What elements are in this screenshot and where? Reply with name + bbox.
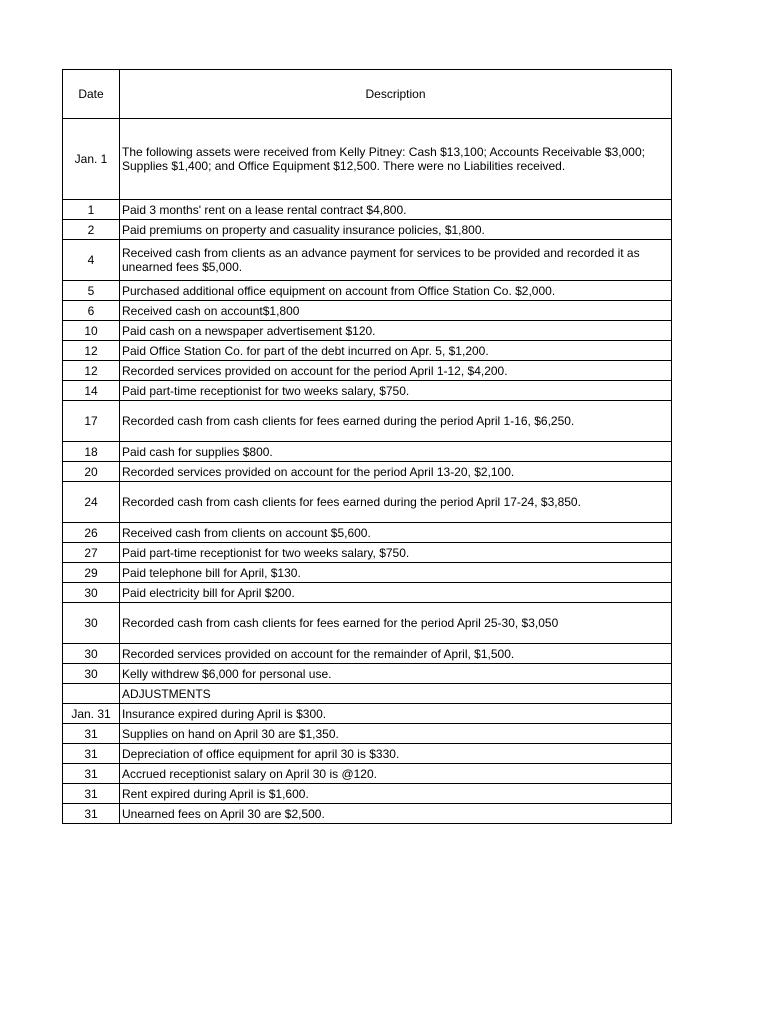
date-cell: 12	[63, 361, 120, 381]
table-row	[63, 462, 672, 482]
table-row	[63, 401, 672, 442]
description-cell: Paid part-time receptionist for two weeks salary, $750.	[120, 381, 672, 401]
description-cell: The following assets were received from Kelly Pitney: Cash $13,100; Accounts Receivable $3,000; Supplies $1,400; and Office Equipment $12,500. There were no Liabilities received.	[120, 119, 672, 200]
date-cell: 30	[63, 603, 120, 644]
description-cell: Paid telephone bill for April, $130.	[120, 563, 672, 583]
description-cell: Paid 3 months' rent on a lease rental contract $4,800.	[120, 200, 672, 220]
table-row	[63, 583, 672, 603]
table-row	[63, 220, 672, 240]
date-cell: 6	[63, 301, 120, 321]
date-cell: 30	[63, 644, 120, 664]
table-row	[63, 764, 672, 784]
description-cell: Recorded services provided on account for the period April 13-20, $2,100.	[120, 462, 672, 482]
date-cell: 31	[63, 804, 120, 824]
table-row	[63, 704, 672, 724]
header-row	[63, 70, 672, 119]
description-cell: Recorded cash from cash clients for fees earned during the period April 1-16, $6,250.	[120, 401, 672, 442]
date-cell: 31	[63, 784, 120, 804]
table-row	[63, 724, 672, 744]
date-cell: 29	[63, 563, 120, 583]
description-cell: Paid Office Station Co. for part of the debt incurred on Apr. 5, $1,200.	[120, 341, 672, 361]
table-header	[63, 70, 672, 119]
table-row	[63, 664, 672, 684]
date-cell: Jan. 31	[63, 704, 120, 724]
date-cell: Jan. 1	[63, 119, 120, 200]
table-row	[63, 523, 672, 543]
date-cell: 30	[63, 664, 120, 684]
description-cell: ADJUSTMENTS	[120, 684, 672, 704]
table-row	[63, 341, 672, 361]
table-row	[63, 543, 672, 563]
description-cell: Insurance expired during April is $300.	[120, 704, 672, 724]
table-row	[63, 381, 672, 401]
journal-table	[62, 69, 672, 824]
date-cell: 14	[63, 381, 120, 401]
date-cell: 31	[63, 744, 120, 764]
description-cell: Kelly withdrew $6,000 for personal use.	[120, 664, 672, 684]
description-cell: Recorded services provided on account for the period April 1-12, $4,200.	[120, 361, 672, 381]
table-row	[63, 744, 672, 764]
description-cell: Received cash from clients on account $5,600.	[120, 523, 672, 543]
description-cell: Paid electricity bill for April $200.	[120, 583, 672, 603]
table-body	[63, 119, 672, 824]
date-cell: 31	[63, 724, 120, 744]
date-cell: 18	[63, 442, 120, 462]
description-cell: Recorded cash from cash clients for fees earned for the period April 25-30, $3,050	[120, 603, 672, 644]
table-row	[63, 200, 672, 220]
table-row	[63, 644, 672, 664]
table-row	[63, 684, 672, 704]
date-cell: 1	[63, 200, 120, 220]
description-cell: Paid part-time receptionist for two weeks salary, $750.	[120, 543, 672, 563]
description-column-header: Description	[120, 70, 672, 119]
description-cell: Paid cash for supplies $800.	[120, 442, 672, 462]
description-cell: Recorded services provided on account for the remainder of April, $1,500.	[120, 644, 672, 664]
date-cell: 26	[63, 523, 120, 543]
date-cell: 24	[63, 482, 120, 523]
table-row	[63, 603, 672, 644]
date-column-header: Date	[63, 70, 120, 119]
table-row	[63, 119, 672, 200]
description-cell: Paid cash on a newspaper advertisement $120.	[120, 321, 672, 341]
description-cell: Purchased additional office equipment on account from Office Station Co. $2,000.	[120, 281, 672, 301]
description-cell: Rent expired during April is $1,600.	[120, 784, 672, 804]
table-row	[63, 784, 672, 804]
date-cell: 12	[63, 341, 120, 361]
date-cell	[63, 684, 120, 704]
date-cell: 17	[63, 401, 120, 442]
description-cell: Accrued receptionist salary on April 30 is @120.	[120, 764, 672, 784]
table-row	[63, 301, 672, 321]
table-row	[63, 563, 672, 583]
table-row	[63, 240, 672, 281]
date-cell: 10	[63, 321, 120, 341]
date-cell: 2	[63, 220, 120, 240]
date-cell: 27	[63, 543, 120, 563]
table-row	[63, 442, 672, 462]
table-row	[63, 361, 672, 381]
table-row	[63, 281, 672, 301]
date-cell: 4	[63, 240, 120, 281]
description-cell: Unearned fees on April 30 are $2,500.	[120, 804, 672, 824]
table-row	[63, 804, 672, 824]
date-cell: 20	[63, 462, 120, 482]
date-cell: 5	[63, 281, 120, 301]
date-cell: 31	[63, 764, 120, 784]
date-cell: 30	[63, 583, 120, 603]
description-cell: Recorded cash from cash clients for fees earned during the period April 17-24, $3,850.	[120, 482, 672, 523]
description-cell: Received cash from clients as an advance payment for services to be provided and recorded it as unearned fees $5,000.	[120, 240, 672, 281]
description-cell: Supplies on hand on April 30 are $1,350.	[120, 724, 672, 744]
table-row	[63, 482, 672, 523]
description-cell: Received cash on account$1,800	[120, 301, 672, 321]
table-row	[63, 321, 672, 341]
description-cell: Depreciation of office equipment for april 30 is $330.	[120, 744, 672, 764]
description-cell: Paid premiums on property and casuality insurance policies, $1,800.	[120, 220, 672, 240]
